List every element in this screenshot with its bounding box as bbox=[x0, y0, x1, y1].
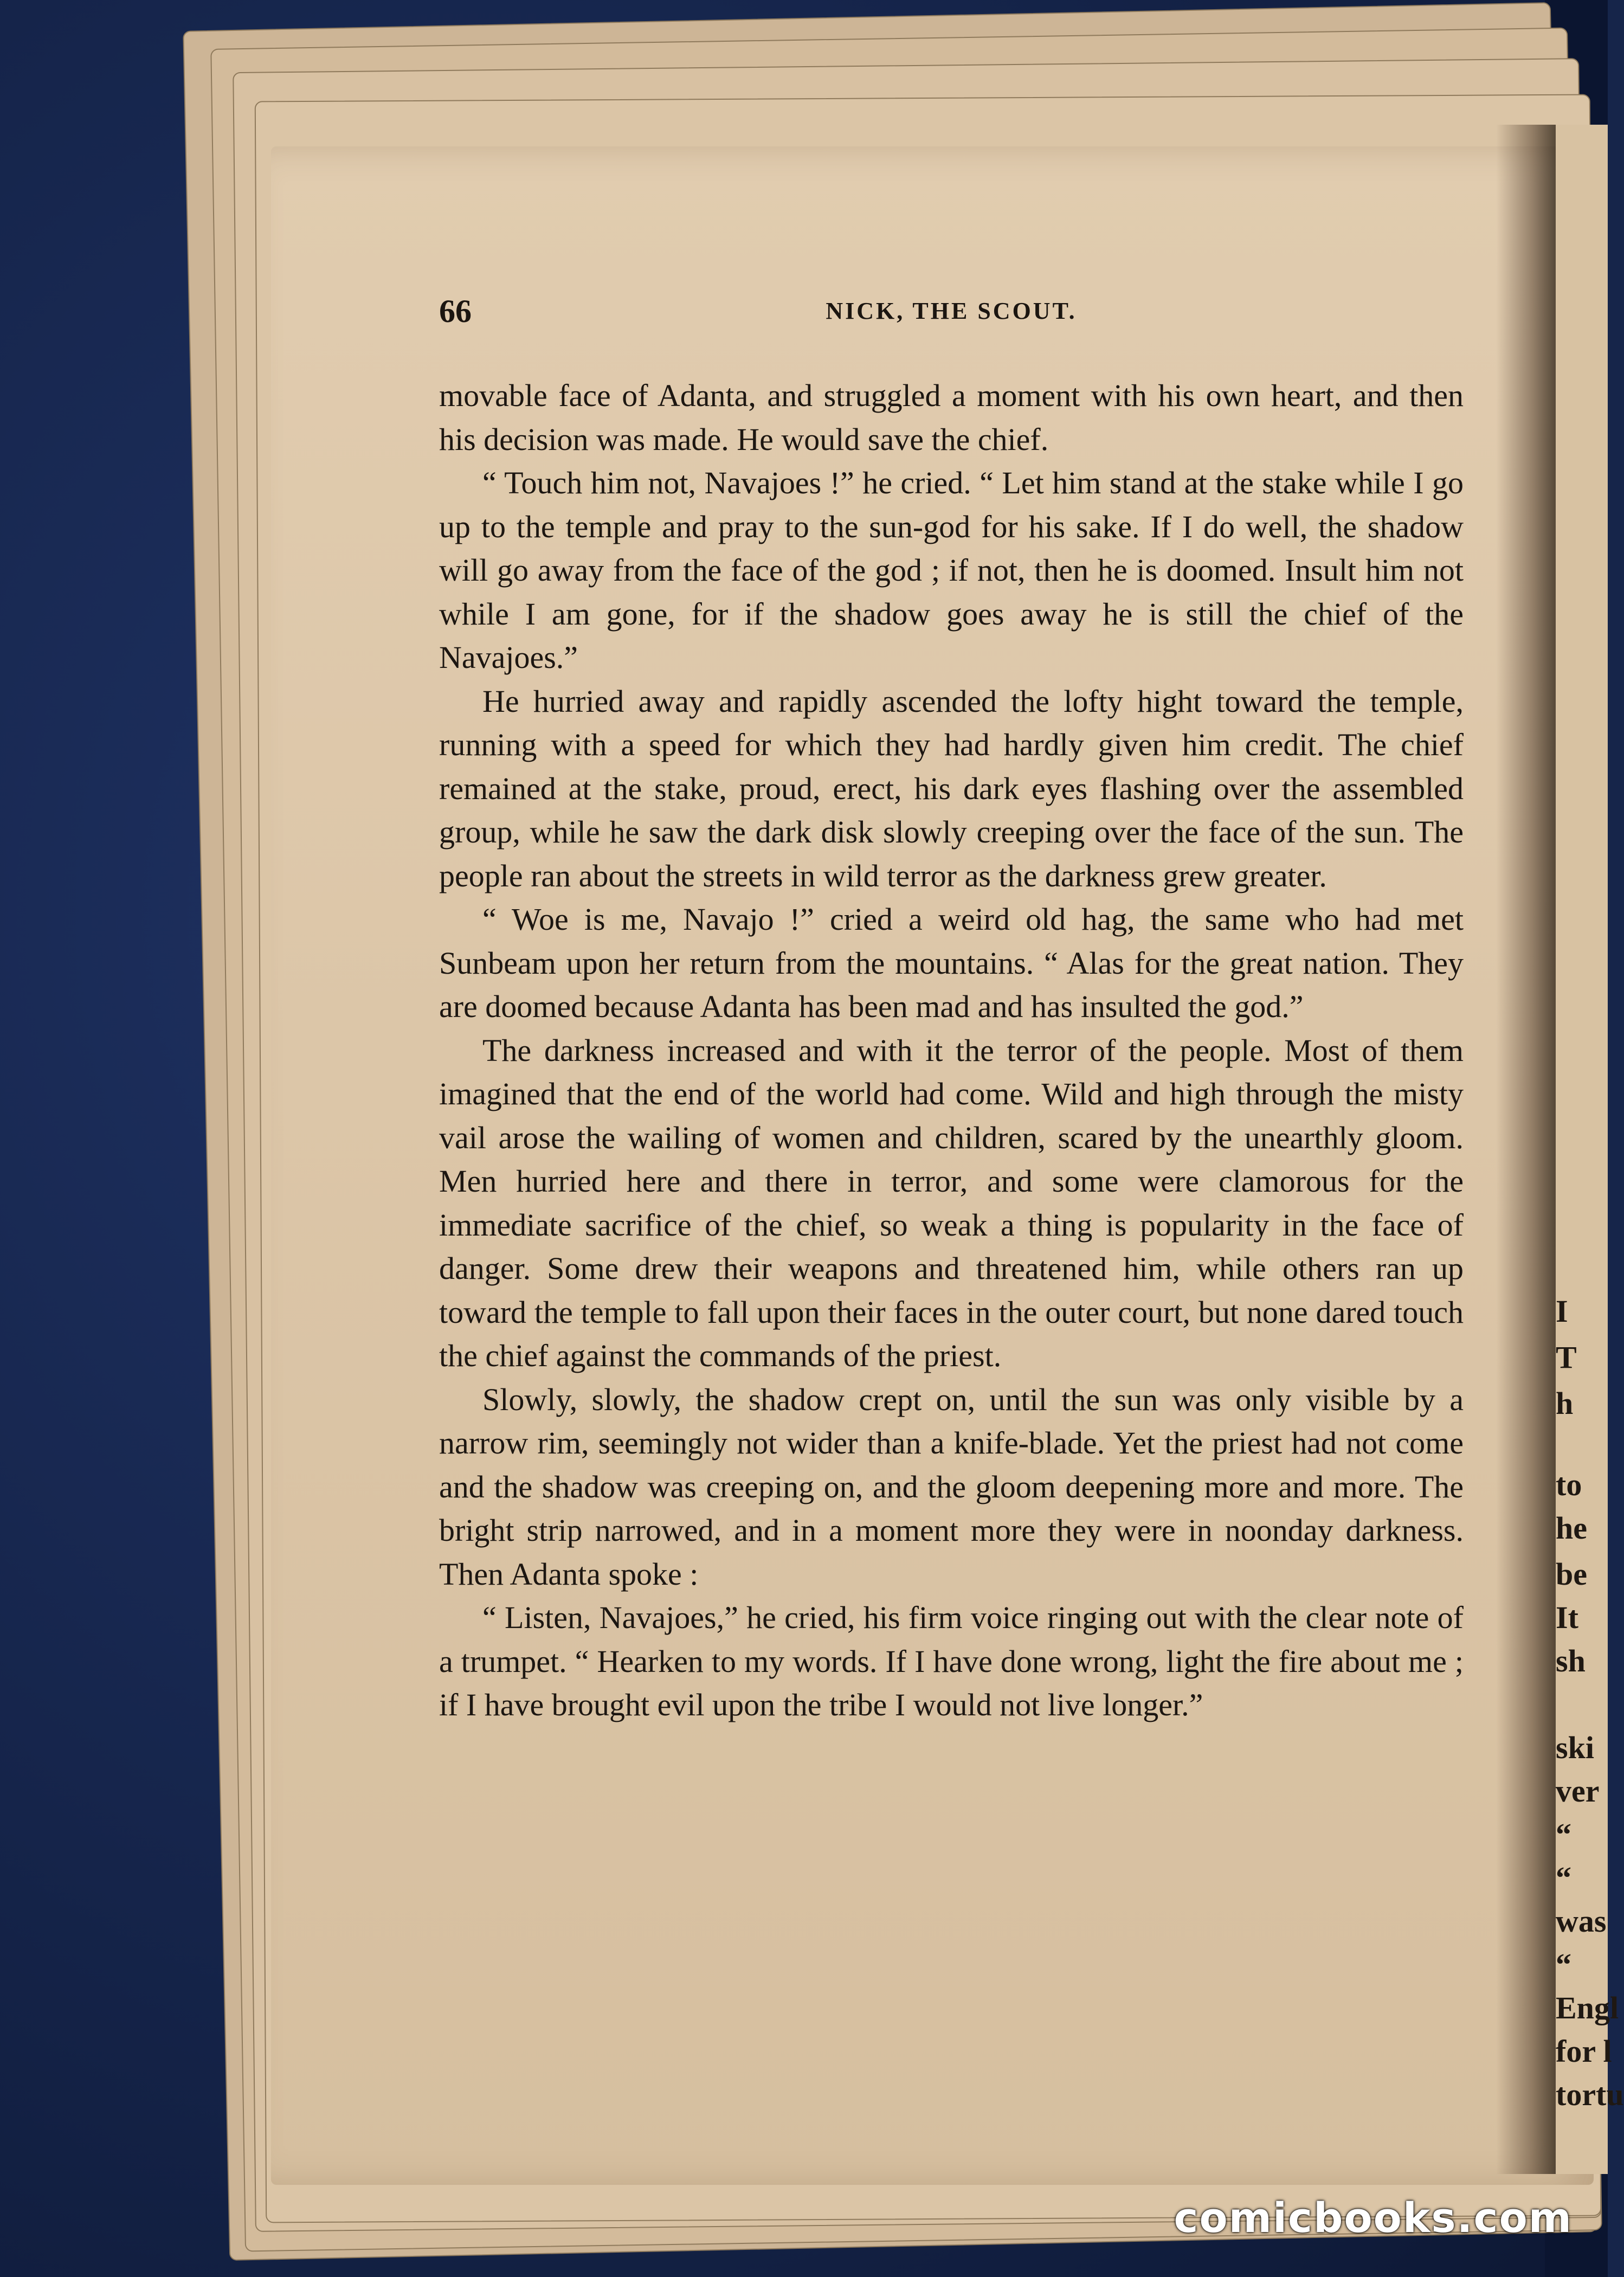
paragraph: He hurried away and rapidly ascended the lofty hight toward the temple, running with a speed for which they had hardly given him credit. The chief remained at the stake, proud, erect, his dark eyes flashing over the assembled group, while he saw the dark disk slowly creeping over the face of the sun. The people ran about the streets in wild terror as the darkness grew greater. bbox=[439, 683, 1464, 893]
facing-page-fragment: sh bbox=[1556, 1643, 1586, 1678]
paragraph: “ Touch him not, Navajoes !” he cried. “ Let him stand at the stake while I go up to the temple and pray to the sun-god for his sake. If I do well, the shadow will go away from the face of the god ; if not, then he is doomed. Insult him not while I am gone, for if the shadow goes away he is still the chief of the Navajoes.” bbox=[439, 465, 1464, 675]
facing-page-fragment: “ bbox=[1556, 1817, 1571, 1852]
facing-page-fragment: ver bbox=[1556, 1773, 1600, 1809]
paragraph: Slowly, slowly, the shadow crept on, until the sun was only visible by a narrow rim, seemingly not wider than a knife-blade. Yet the priest had not come and the shadow was creeping on, and the gloom deepening more and more. The bright strip narrowed, and in a moment more they were in noonday darkness. Then Adanta spoke : bbox=[439, 1381, 1464, 1592]
facing-page bbox=[1556, 125, 1624, 2174]
facing-page-fragment: be bbox=[1556, 1556, 1587, 1592]
facing-page-fragment: “ bbox=[1556, 1860, 1571, 1895]
paragraph: “ Listen, Navajoes,” he cried, his firm voice ringing out with the clear note of a trumpet. “ Hearken to my words. If I have done wrong, light the fire about me ; if I have brought evil upon the tribe I would not live longer.” bbox=[439, 1600, 1464, 1722]
watermark: comicbooks.com bbox=[1174, 2194, 1573, 2242]
page-header bbox=[439, 293, 1464, 336]
facing-page-fragment: T bbox=[1556, 1340, 1577, 1375]
book-gutter-shadow bbox=[1496, 125, 1556, 2174]
page-number: 66 bbox=[439, 293, 472, 329]
paragraph: movable face of Adanta, and struggled a moment with his own heart, and then his decision was made. He would save the chief. bbox=[439, 378, 1464, 457]
facing-page-fragment: “ bbox=[1556, 1947, 1571, 1982]
paragraph: The darkness increased and with it the terror of the people. Most of them imagined that the end of the world had come. Wild and high through the misty vail arose the wailing of women and children, scared by the unearthly gloom. Men hurried here and there in terror, and some were clamorous for the immediate sacrifice of the chief, so weak a thing is popularity in the face of danger. Some drew their weapons and threatened him, while others ran up toward the temple to fall upon their faces in the outer court, but none dared touch the chief against the commands of the priest. bbox=[439, 1032, 1464, 1373]
facing-page-fragment: ski bbox=[1556, 1730, 1594, 1765]
facing-page-fragment: for l bbox=[1556, 2034, 1612, 2069]
facing-page-fragment: was bbox=[1556, 1903, 1607, 1939]
facing-page-fragment: to bbox=[1556, 1467, 1582, 1502]
facing-page-fragment: I bbox=[1556, 1294, 1568, 1329]
running-head: NICK, THE SCOUT. bbox=[826, 298, 1077, 324]
facing-page-fragment: h bbox=[1556, 1386, 1574, 1421]
paragraph: “ Woe is me, Navajo !” cried a weird old hag, the same who had met Sunbeam upon her return from the mountains. “ Alas for the great nation. They are doomed because Adanta has been mad and has insulted the god.” bbox=[439, 902, 1464, 1024]
facing-page-fragment: tortu bbox=[1556, 2077, 1624, 2112]
facing-page-fragment: Engl bbox=[1556, 1990, 1619, 2025]
facing-page-fragment: It bbox=[1556, 1600, 1578, 1635]
page-body bbox=[439, 374, 1464, 1727]
facing-page-fragment: he bbox=[1556, 1510, 1587, 1546]
